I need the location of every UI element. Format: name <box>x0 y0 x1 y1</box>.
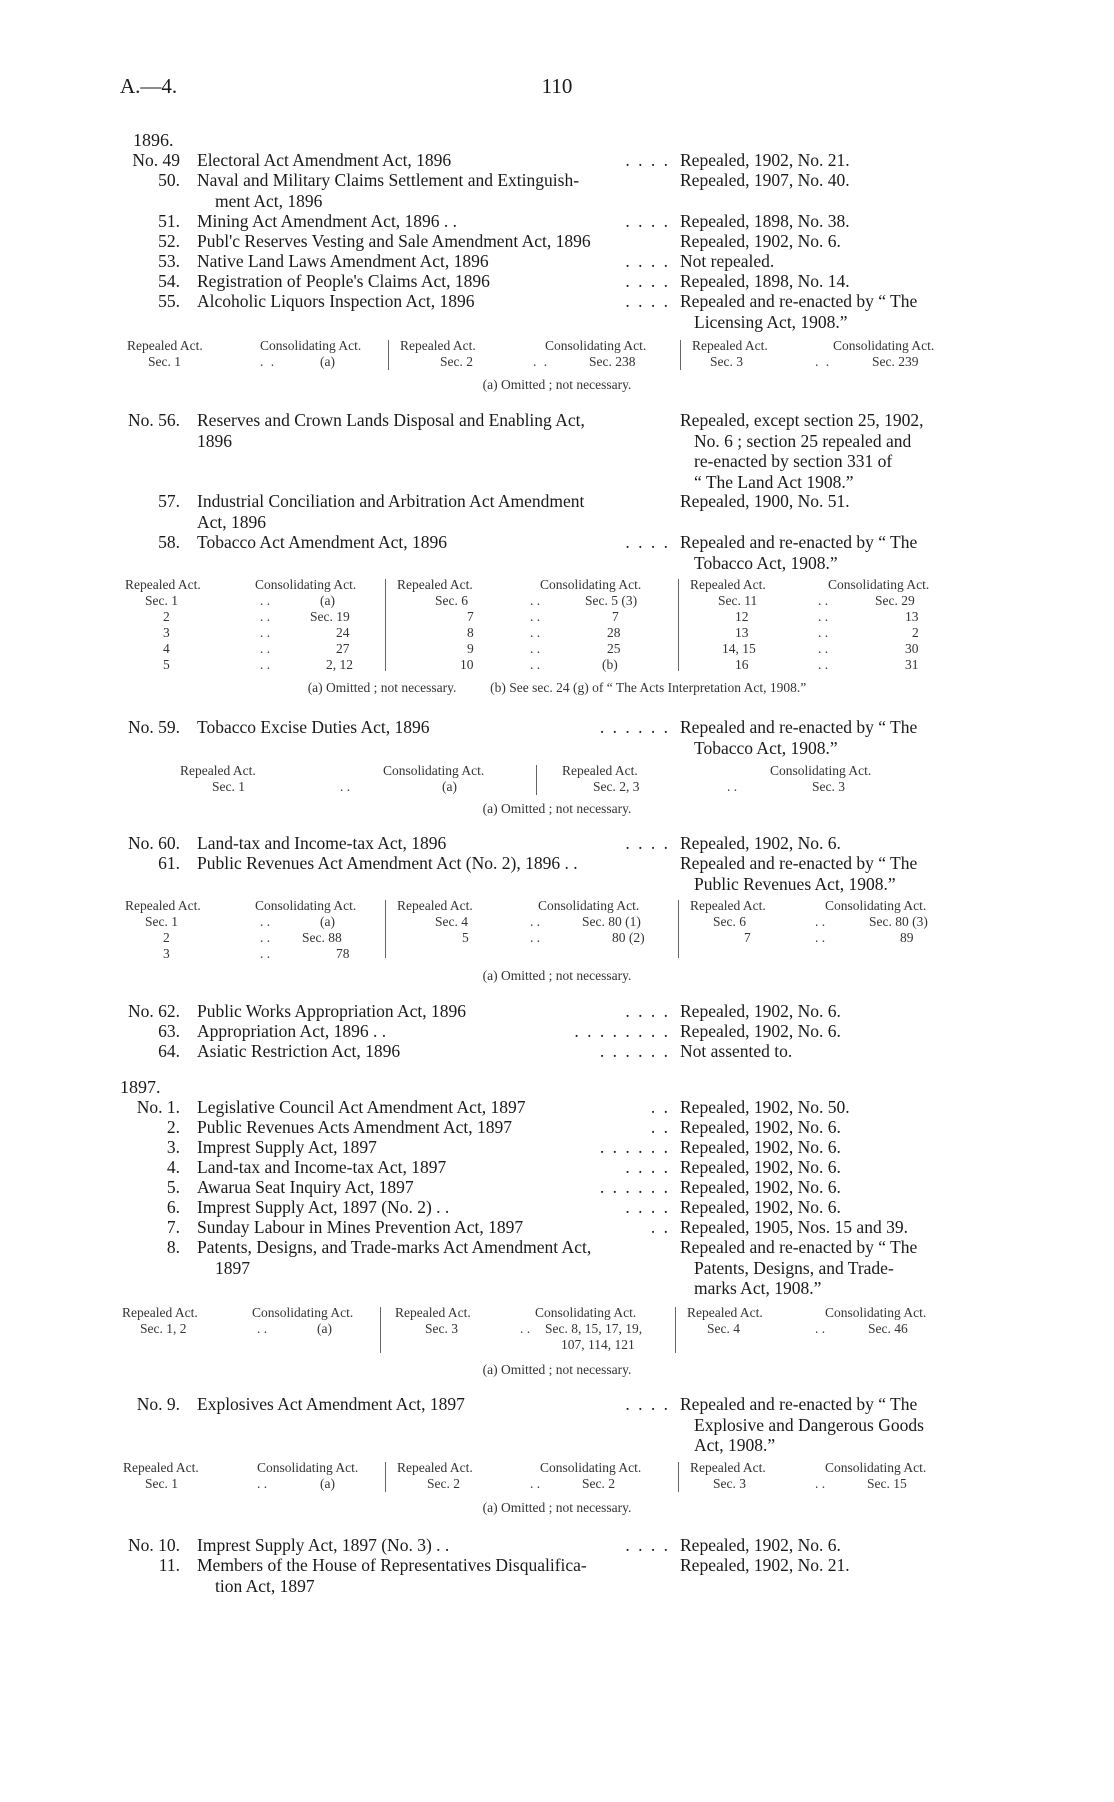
leader-dots: . . <box>520 1321 531 1336</box>
leader-dots: . . <box>815 930 826 945</box>
leader-dots: . . <box>815 914 826 929</box>
leader-dots: . . <box>260 914 271 929</box>
footnote: (a) Omitted ; not necessary. <box>482 377 632 392</box>
table-header: Consolidating Act. <box>257 1460 359 1475</box>
act-title: Imprest Supply Act, 1897 <box>197 1137 377 1157</box>
leader-dots: . . <box>257 1476 268 1491</box>
table-cell: 2 <box>163 609 170 624</box>
table-header: Repealed Act. <box>397 1460 473 1475</box>
table-cell: 8 <box>467 625 474 640</box>
act-title: Imprest Supply Act, 1897 (No. 3) . . <box>197 1535 450 1555</box>
leader-dots: . . . . <box>625 211 670 231</box>
act-title: Mining Act Amendment Act, 1896 . . <box>197 211 458 231</box>
table-cell: (a) <box>320 1476 335 1491</box>
table-cell: 27 <box>336 641 350 656</box>
leader-dots: . . . . <box>625 1535 670 1555</box>
leader-dots: . . <box>260 625 271 640</box>
act-title: Asiatic Restriction Act, 1896 <box>197 1041 401 1061</box>
leader-dots: . . <box>260 930 271 945</box>
section-table-act-59 <box>115 763 975 797</box>
table-cell: 13 <box>905 609 919 624</box>
table-header: Consolidating Act. <box>833 338 935 353</box>
table-cell: Sec. 2 <box>427 1476 460 1491</box>
leader-dots: . . <box>260 354 277 369</box>
table-header: Repealed Act. <box>690 898 766 913</box>
act-status: Repealed, 1900, No. 51. <box>680 491 850 511</box>
column-divider <box>380 1307 381 1353</box>
table-cell: (a) <box>320 914 335 929</box>
table-cell: (b) <box>602 657 618 672</box>
act-number: No. 56. <box>127 410 180 430</box>
act-status: Repealed, 1902, No. 6. <box>680 1197 841 1217</box>
act-number: No. 10. <box>127 1535 180 1555</box>
act-status: Repealed, 1902, No. 6. <box>680 1157 841 1177</box>
leader-dots: . . <box>530 1476 541 1491</box>
table-cell: 14, 15 <box>722 641 756 656</box>
year-heading-1896: 1896. <box>133 130 174 150</box>
table-cell: 9 <box>467 641 474 656</box>
act-number: 8. <box>166 1237 180 1257</box>
leader-dots: . . <box>650 1117 670 1137</box>
act-number: 53. <box>158 251 180 271</box>
act-status: Repealed, 1902, No. 21. <box>680 1555 850 1575</box>
act-status: Repealed and re-enacted by “ The Public Revenues Act, 1908.” <box>680 853 918 894</box>
leader-dots: . . . . <box>625 1197 670 1217</box>
table-cell: 28 <box>607 625 621 640</box>
column-divider <box>678 579 679 671</box>
act-number: No. 60. <box>127 833 180 853</box>
table-cell: 4 <box>163 641 170 656</box>
table-cell: Sec. 3 <box>812 779 845 794</box>
table-cell: Sec. 80 (1) <box>582 914 641 929</box>
table-header: Repealed Act. <box>127 338 203 353</box>
act-title: Alcoholic Liquors Inspection Act, 1896 <box>197 291 475 311</box>
leader-dots: . . <box>650 1097 670 1117</box>
table-header: Consolidating Act. <box>825 1305 927 1320</box>
table-cell: 5 <box>163 657 170 672</box>
table-header: Repealed Act. <box>692 338 768 353</box>
table-cell: Sec. 1 <box>145 914 178 929</box>
act-number: No. 9. <box>136 1394 180 1414</box>
leader-dots: . . <box>533 354 550 369</box>
act-number: No. 49 <box>132 150 180 170</box>
table-cell: 107, 114, 121 <box>561 1337 635 1352</box>
act-status: Repealed, 1905, Nos. 15 and 39. <box>680 1217 908 1237</box>
table-cell: 2 <box>912 625 919 640</box>
column-divider <box>675 1307 676 1353</box>
table-cell: 5 <box>462 930 469 945</box>
act-title: Land-tax and Income-tax Act, 1896 <box>197 833 447 853</box>
footnote: (a) Omitted ; not necessary. <box>482 968 632 983</box>
section-table-act-9 <box>115 1460 975 1494</box>
act-number: 3. <box>166 1137 180 1157</box>
act-status: Repealed, 1898, No. 38. <box>680 211 850 231</box>
act-number: 50. <box>158 170 180 190</box>
table-cell: Sec. 88 <box>302 930 342 945</box>
column-divider <box>680 340 681 370</box>
column-divider <box>385 900 386 958</box>
act-number: 58. <box>158 532 180 552</box>
act-title: Members of the House of Representatives Disqualifica- tion Act, 1897 <box>197 1555 587 1596</box>
table-cell: 13 <box>735 625 749 640</box>
act-status: Repealed, 1902, No. 6. <box>680 1177 841 1197</box>
act-status: Repealed, 1907, No. 40. <box>680 170 850 190</box>
leader-dots: . . . . <box>625 532 670 552</box>
column-divider <box>536 765 537 795</box>
act-title: Explosives Act Amendment Act, 1897 <box>197 1394 465 1414</box>
act-title: Industrial Conciliation and Arbitration Act Amendment Act, 1896 <box>197 491 585 532</box>
table-cell: Sec. 5 (3) <box>585 593 638 608</box>
leader-dots: . . <box>818 609 829 624</box>
table-cell: (a) <box>320 593 335 608</box>
leader-dots: . . . . . . . . <box>574 1021 670 1041</box>
table-cell: Sec. 11 <box>718 593 758 608</box>
table-header: Consolidating Act. <box>383 763 485 778</box>
leader-dots: . . <box>818 593 829 608</box>
leader-dots: . . <box>260 641 271 656</box>
table-header: Consolidating Act. <box>538 898 640 913</box>
act-status: Repealed, 1902, No. 6. <box>680 1137 841 1157</box>
leader-dots: . . <box>530 609 541 624</box>
act-title: Public Revenues Acts Amendment Act, 1897 <box>197 1117 512 1137</box>
table-cell: Sec. 1 <box>145 1476 178 1491</box>
footnote: (a) Omitted ; not necessary. (b) See sec. 24 (g) of “ The Acts Interpretation Act, 1908.” <box>307 680 807 695</box>
year-heading-1897: 1897. <box>120 1077 161 1097</box>
act-status: Repealed, 1902, No. 21. <box>680 150 850 170</box>
act-title: Sunday Labour in Mines Prevention Act, 1897 <box>197 1217 524 1237</box>
leader-dots: . . . . <box>625 150 670 170</box>
table-cell: Sec. 2 <box>440 354 473 369</box>
table-header: Repealed Act. <box>687 1305 763 1320</box>
table-header: Repealed Act. <box>180 763 256 778</box>
table-header: Repealed Act. <box>690 1460 766 1475</box>
table-header: Repealed Act. <box>125 577 201 592</box>
section-table-act-8 <box>115 1305 975 1355</box>
table-cell: (a) <box>442 779 457 794</box>
table-header: Consolidating Act. <box>252 1305 354 1320</box>
table-header: Repealed Act. <box>395 1305 471 1320</box>
section-table-act-61 <box>115 898 975 961</box>
act-number: 4. <box>166 1157 180 1177</box>
column-divider <box>678 900 679 958</box>
act-number: 64. <box>158 1041 180 1061</box>
section-table-act-58 <box>115 577 975 673</box>
leader-dots: . . <box>815 1476 826 1491</box>
table-cell: 25 <box>607 641 621 656</box>
act-number: 52. <box>158 231 180 251</box>
act-status: Repealed, 1902, No. 6. <box>680 1001 841 1021</box>
table-header: Repealed Act. <box>125 898 201 913</box>
act-status: Repealed and re-enacted by “ The Patents, Designs, and Trade- marks Act, 1908.” <box>680 1237 918 1298</box>
table-header: Repealed Act. <box>400 338 476 353</box>
leader-dots: . . . . . . <box>599 1137 670 1157</box>
table-cell: 78 <box>336 946 350 961</box>
act-number: 11. <box>158 1555 180 1575</box>
leader-dots: . . <box>260 657 271 672</box>
act-number: 51. <box>158 211 180 231</box>
table-cell: 7 <box>744 930 751 945</box>
table-cell: Sec. 3 <box>710 354 743 369</box>
act-number: 57. <box>158 491 180 511</box>
act-status: Repealed, 1902, No. 6. <box>680 231 841 251</box>
leader-dots: . . <box>530 625 541 640</box>
table-header: Consolidating Act. <box>535 1305 637 1320</box>
footnote: (a) Omitted ; not necessary. <box>482 1362 632 1377</box>
table-header: Consolidating Act. <box>770 763 872 778</box>
leader-dots: . . . . . . <box>599 1177 670 1197</box>
act-title: Patents, Designs, and Trade-marks Act Amendment Act, 1897 <box>197 1237 592 1278</box>
table-header: Repealed Act. <box>123 1460 199 1475</box>
act-status: Repealed, except section 25, 1902, No. 6 ; section 25 repealed and re-enacted by section 331 of “ The Land Act 1908.” <box>680 410 924 492</box>
table-header: Consolidating Act. <box>828 577 930 592</box>
table-cell: Sec. 29 <box>875 593 915 608</box>
table-cell: Sec. 80 (3) <box>869 914 928 929</box>
act-number: No. 1. <box>136 1097 180 1117</box>
document-reference: A.—4. <box>120 74 178 98</box>
column-divider <box>385 1462 386 1492</box>
act-status: Repealed and re-enacted by “ The Tobacco Act, 1908.” <box>680 532 918 573</box>
act-title: Legislative Council Act Amendment Act, 1897 <box>197 1097 526 1117</box>
act-status: Not repealed. <box>680 251 775 271</box>
table-header: Consolidating Act. <box>825 898 927 913</box>
table-cell: Sec. 6 <box>713 914 746 929</box>
section-table-act-55 <box>115 338 975 372</box>
table-cell: Sec. 2, 3 <box>593 779 640 794</box>
leader-dots: . . . . <box>625 291 670 311</box>
leader-dots: . . <box>818 625 829 640</box>
act-title: Registration of People's Claims Act, 1896 <box>197 271 490 291</box>
table-cell: 10 <box>460 657 474 672</box>
column-divider <box>385 579 386 671</box>
leader-dots: . . <box>260 593 271 608</box>
footnote: (a) Omitted ; not necessary. <box>482 1500 632 1515</box>
table-cell: 3 <box>163 946 170 961</box>
act-title: Electoral Act Amendment Act, 1896 <box>197 150 452 170</box>
act-number: 63. <box>158 1021 180 1041</box>
table-header: Consolidating Act. <box>540 1460 642 1475</box>
leader-dots: . . . . . . <box>599 717 670 737</box>
act-status: Repealed, 1902, No. 6. <box>680 833 841 853</box>
leader-dots: . . . . . . <box>599 1041 670 1061</box>
act-status: Repealed and re-enacted by “ The Tobacco Act, 1908.” <box>680 717 918 758</box>
act-status: Repealed, 1902, No. 50. <box>680 1097 850 1117</box>
leader-dots: . . <box>818 641 829 656</box>
leader-dots: . . <box>260 609 271 624</box>
leader-dots: . . <box>340 779 351 794</box>
act-title: Land-tax and Income-tax Act, 1897 <box>197 1157 447 1177</box>
table-cell: 12 <box>735 609 749 624</box>
table-header: Consolidating Act. <box>545 338 647 353</box>
table-cell: Sec. 1, 2 <box>140 1321 187 1336</box>
table-cell: 7 <box>467 609 474 624</box>
act-title: Native Land Laws Amendment Act, 1896 <box>197 251 489 271</box>
table-header: Repealed Act. <box>397 898 473 913</box>
act-title: Reserves and Crown Lands Disposal and Enabling Act, 1896 <box>197 410 585 451</box>
act-status: Repealed, 1902, No. 6. <box>680 1021 841 1041</box>
table-cell: Sec. 46 <box>868 1321 908 1336</box>
column-divider <box>388 340 389 370</box>
leader-dots: . . . . <box>625 271 670 291</box>
leader-dots: . . <box>257 1321 268 1336</box>
leader-dots: . . <box>530 914 541 929</box>
act-number: 5. <box>166 1177 180 1197</box>
act-status: Repealed, 1902, No. 6. <box>680 1535 841 1555</box>
leader-dots: . . . . <box>625 1157 670 1177</box>
act-number: 55. <box>158 291 180 311</box>
act-number: 7. <box>166 1217 180 1237</box>
table-cell: Sec. 6 <box>435 593 468 608</box>
act-number: No. 62. <box>127 1001 180 1021</box>
table-cell: Sec. 1 <box>212 779 245 794</box>
table-cell: (a) <box>320 354 335 369</box>
act-title: Imprest Supply Act, 1897 (No. 2) . . <box>197 1197 450 1217</box>
act-number: 61. <box>158 853 180 873</box>
leader-dots: . . <box>815 354 832 369</box>
table-cell: 2 <box>163 930 170 945</box>
act-title: Public Revenues Act Amendment Act (No. 2), 1896 . . <box>197 853 578 873</box>
act-status: Not assented to. <box>680 1041 793 1061</box>
table-cell: 89 <box>900 930 914 945</box>
leader-dots: . . <box>530 641 541 656</box>
leader-dots: . . <box>530 593 541 608</box>
table-cell: Sec. 238 <box>589 354 636 369</box>
table-header: Repealed Act. <box>690 577 766 592</box>
table-cell: Sec. 3 <box>713 1476 746 1491</box>
table-cell: Sec. 3 <box>425 1321 458 1336</box>
act-title: Naval and Military Claims Settlement and Extinguish- ment Act, 1896 <box>197 170 580 211</box>
leader-dots: . . <box>530 930 541 945</box>
table-cell: Sec. 15 <box>867 1476 907 1491</box>
leader-dots: . . <box>815 1321 826 1336</box>
act-title: Tobacco Act Amendment Act, 1896 <box>197 532 448 552</box>
leader-dots: . . <box>260 946 271 961</box>
table-cell: 7 <box>612 609 619 624</box>
table-cell: 24 <box>336 625 350 640</box>
table-header: Repealed Act. <box>562 763 638 778</box>
table-cell: 2, 12 <box>326 657 353 672</box>
table-cell: 3 <box>163 625 170 640</box>
table-cell: Sec. 19 <box>310 609 350 624</box>
table-cell: Sec. 1 <box>145 593 178 608</box>
leader-dots: . . <box>727 779 738 794</box>
table-header: Consolidating Act. <box>260 338 362 353</box>
leader-dots: . . <box>818 657 829 672</box>
act-status: Repealed and re-enacted by “ The Licensing Act, 1908.” <box>680 291 918 332</box>
footnote: (a) Omitted ; not necessary. <box>482 801 632 816</box>
act-number: 54. <box>158 271 180 291</box>
leader-dots: . . <box>650 1217 670 1237</box>
table-header: Consolidating Act. <box>540 577 642 592</box>
act-number: No. 59. <box>127 717 180 737</box>
table-cell: Sec. 239 <box>872 354 919 369</box>
leader-dots: . . . . <box>625 251 670 271</box>
leader-dots: . . <box>530 657 541 672</box>
table-cell: Sec. 1 <box>148 354 181 369</box>
leader-dots: . . . . <box>625 1001 670 1021</box>
table-cell: 16 <box>735 657 749 672</box>
table-header: Consolidating Act. <box>255 898 357 913</box>
table-header: Consolidating Act. <box>825 1460 927 1475</box>
act-title: Tobacco Excise Duties Act, 1896 <box>197 717 430 737</box>
table-cell: 80 (2) <box>612 930 645 945</box>
leader-dots: . . . . <box>625 1394 670 1414</box>
act-status: Repealed, 1902, No. 6. <box>680 1117 841 1137</box>
table-cell: Sec. 4 <box>435 914 468 929</box>
column-divider <box>678 1462 679 1492</box>
table-header: Consolidating Act. <box>255 577 357 592</box>
table-cell: (a) <box>317 1321 332 1336</box>
act-number: 6. <box>166 1197 180 1217</box>
table-cell: 30 <box>905 641 919 656</box>
act-number: 2. <box>166 1117 180 1137</box>
page-number: 110 <box>541 74 573 98</box>
table-cell: Sec. 2 <box>582 1476 615 1491</box>
act-title: Public Works Appropriation Act, 1896 <box>197 1001 467 1021</box>
act-title: Awarua Seat Inquiry Act, 1897 <box>197 1177 414 1197</box>
act-status: Repealed and re-enacted by “ The Explosive and Dangerous Goods Act, 1908.” <box>680 1394 924 1455</box>
table-cell: Sec. 8, 15, 17, 19, <box>545 1321 643 1336</box>
table-cell: Sec. 4 <box>707 1321 740 1336</box>
table-header: Repealed Act. <box>397 577 473 592</box>
act-title: Appropriation Act, 1896 . . <box>197 1021 387 1041</box>
table-cell: 31 <box>905 657 919 672</box>
leader-dots: . . . . <box>625 833 670 853</box>
act-status: Repealed, 1898, No. 14. <box>680 271 850 291</box>
table-header: Repealed Act. <box>122 1305 198 1320</box>
act-title: Publ'c Reserves Vesting and Sale Amendment Act, 1896 <box>197 231 591 251</box>
